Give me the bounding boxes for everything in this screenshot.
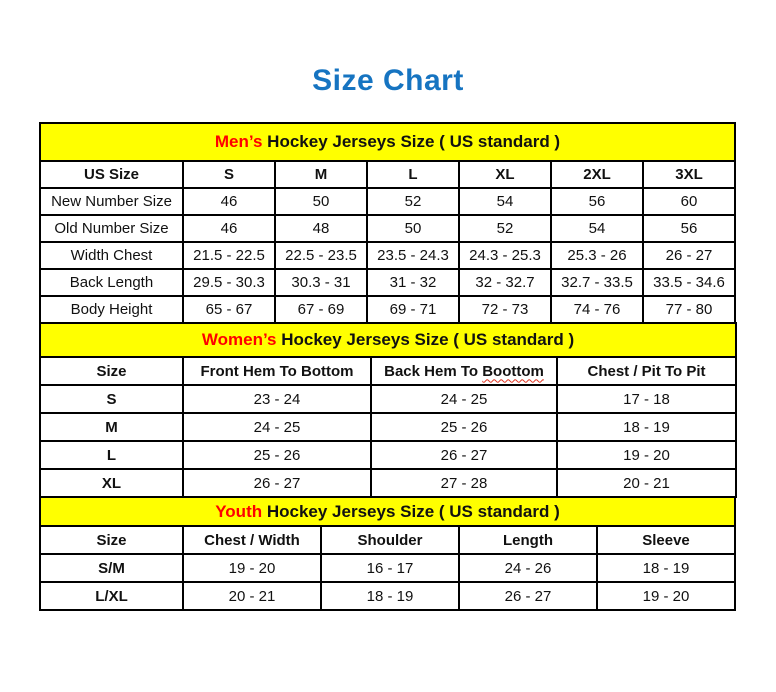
value-cell: 24 - 26 — [459, 554, 597, 582]
row-label: New Number Size — [40, 188, 183, 215]
value-cell: 60 — [643, 188, 735, 215]
size-label: S/M — [40, 554, 183, 582]
size-label: XL — [40, 469, 183, 497]
column-header: L — [367, 161, 459, 188]
value-cell: 29.5 - 30.3 — [183, 269, 275, 296]
youth-heading-highlight: Youth — [215, 501, 263, 521]
value-cell: 24 - 25 — [183, 413, 371, 441]
size-label: S — [40, 385, 183, 413]
value-cell: 25 - 26 — [371, 413, 557, 441]
value-cell: 31 - 32 — [367, 269, 459, 296]
value-cell: 26 - 27 — [459, 582, 597, 610]
value-cell: 67 - 69 — [275, 296, 367, 323]
value-cell: 27 - 28 — [371, 469, 557, 497]
column-header: Chest / Width — [183, 526, 321, 554]
column-header: Chest / Pit To Pit — [557, 357, 736, 385]
value-cell: 17 - 18 — [557, 385, 736, 413]
column-header: Length — [459, 526, 597, 554]
column-header: S — [183, 161, 275, 188]
mens-section-heading — [40, 123, 735, 161]
value-cell: 74 - 76 — [551, 296, 643, 323]
womens-column-header-row — [40, 357, 736, 385]
value-cell: 52 — [367, 188, 459, 215]
value-cell: 33.5 - 34.6 — [643, 269, 735, 296]
value-cell: 24 - 25 — [371, 385, 557, 413]
value-cell: 54 — [459, 188, 551, 215]
youth-size-table — [39, 496, 736, 611]
table-row — [40, 188, 735, 215]
value-cell: 20 - 21 — [557, 469, 736, 497]
youth-column-header-row — [40, 526, 735, 554]
youth-heading-rest: Hockey Jerseys Size ( US standard ) — [266, 501, 560, 521]
mens-heading-highlight: Men’s — [214, 132, 263, 151]
value-cell: 72 - 73 — [459, 296, 551, 323]
youth-section-header-row — [40, 497, 735, 526]
value-cell: 26 - 27 — [371, 441, 557, 469]
size-label: M — [40, 413, 183, 441]
mens-size-table — [39, 122, 736, 324]
value-cell: 19 - 20 — [597, 582, 735, 610]
table-row — [40, 269, 735, 296]
column-header: XL — [459, 161, 551, 188]
womens-section-header-row — [40, 323, 736, 357]
column-header: Sleeve — [597, 526, 735, 554]
value-cell: 56 — [643, 215, 735, 242]
value-cell: 52 — [459, 215, 551, 242]
value-cell: 21.5 - 22.5 — [183, 242, 275, 269]
youth-section-heading — [40, 497, 735, 526]
value-cell: 26 - 27 — [643, 242, 735, 269]
column-header — [371, 357, 557, 385]
value-cell: 65 - 67 — [183, 296, 275, 323]
value-cell: 32 - 32.7 — [459, 269, 551, 296]
size-label: L/XL — [40, 582, 183, 610]
size-label: L — [40, 441, 183, 469]
value-cell: 46 — [183, 188, 275, 215]
table-row — [40, 582, 735, 610]
table-row — [40, 554, 735, 582]
value-cell: 50 — [275, 188, 367, 215]
column-header: Front Hem To Bottom — [183, 357, 371, 385]
value-cell: 19 - 20 — [557, 441, 736, 469]
value-cell: 24.3 - 25.3 — [459, 242, 551, 269]
misspelled-word-squiggle: Boottom — [482, 362, 544, 380]
value-cell: 19 - 20 — [183, 554, 321, 582]
value-cell: 48 — [275, 215, 367, 242]
value-cell: 25.3 - 26 — [551, 242, 643, 269]
column-header: US Size — [40, 161, 183, 188]
row-label: Width Chest — [40, 242, 183, 269]
womens-section-heading — [40, 323, 736, 357]
row-label: Back Length — [40, 269, 183, 296]
value-cell: 30.3 - 31 — [275, 269, 367, 296]
value-cell: 50 — [367, 215, 459, 242]
value-cell: 56 — [551, 188, 643, 215]
value-cell: 26 - 27 — [183, 469, 371, 497]
mens-section-header-row — [40, 123, 735, 161]
value-cell: 77 - 80 — [643, 296, 735, 323]
table-row — [40, 385, 736, 413]
table-row — [40, 215, 735, 242]
value-cell: 18 - 19 — [597, 554, 735, 582]
value-cell: 32.7 - 33.5 — [551, 269, 643, 296]
table-row — [40, 441, 736, 469]
column-header: Size — [40, 526, 183, 554]
row-label: Old Number Size — [40, 215, 183, 242]
value-cell: 54 — [551, 215, 643, 242]
value-cell: 20 - 21 — [183, 582, 321, 610]
column-header: 2XL — [551, 161, 643, 188]
table-row — [40, 296, 735, 323]
value-cell: 18 - 19 — [557, 413, 736, 441]
table-row — [40, 413, 736, 441]
value-cell: 23.5 - 24.3 — [367, 242, 459, 269]
column-header: 3XL — [643, 161, 735, 188]
page-title: Size Chart — [312, 64, 464, 97]
womens-heading-highlight: Women’s — [201, 330, 277, 349]
column-header: Size — [40, 357, 183, 385]
value-cell: 22.5 - 23.5 — [275, 242, 367, 269]
mens-column-header-row — [40, 161, 735, 188]
value-cell: 69 - 71 — [367, 296, 459, 323]
size-chart-tables — [39, 122, 735, 611]
womens-heading-rest: Hockey Jerseys Size ( US standard ) — [281, 330, 575, 349]
table-row — [40, 469, 736, 497]
value-cell: 16 - 17 — [321, 554, 459, 582]
value-cell: 23 - 24 — [183, 385, 371, 413]
row-label: Body Height — [40, 296, 183, 323]
table-row — [40, 242, 735, 269]
value-cell: 46 — [183, 215, 275, 242]
value-cell: 18 - 19 — [321, 582, 459, 610]
womens-size-table — [39, 322, 737, 498]
mens-heading-rest: Hockey Jerseys Size ( US standard ) — [267, 132, 561, 151]
value-cell: 25 - 26 — [183, 441, 371, 469]
back-hem-prefix: Back Hem To — [384, 362, 479, 380]
column-header: Shoulder — [321, 526, 459, 554]
column-header: M — [275, 161, 367, 188]
